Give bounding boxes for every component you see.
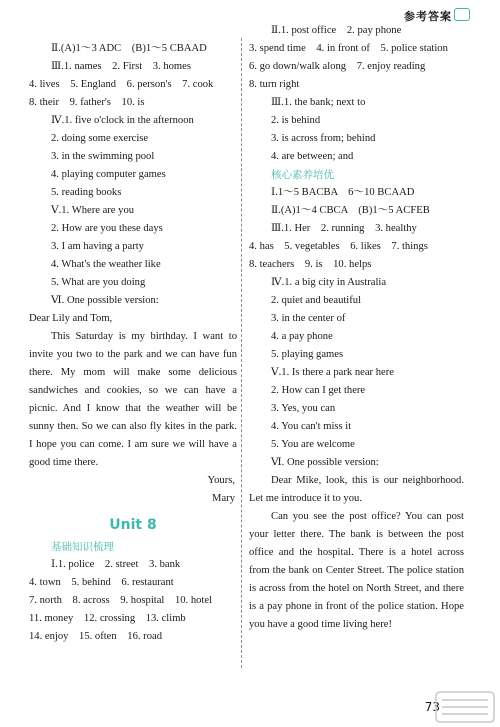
answer-line: Ⅵ. One possible version:	[51, 295, 159, 306]
answer-line: 5. reading books	[51, 187, 122, 198]
unit-title: Unit 8	[109, 517, 157, 533]
watermark-logo-icon	[434, 690, 496, 724]
answer-line: 4. has 5. vegetables 6. likes 7. things	[249, 241, 428, 252]
left-column	[29, 40, 237, 646]
answer-line: Ⅵ. One possible version:	[271, 457, 379, 468]
answer-line: 4. playing computer games	[51, 169, 166, 180]
answer-line: 2. How are you these days	[51, 223, 163, 234]
page-header-title: 参考答案	[404, 10, 452, 23]
answer-line: 14. enjoy 15. often 16. road	[29, 631, 162, 642]
answer-line: 2. How can I get there	[271, 385, 366, 396]
answer-line: 3. spend time 4. in front of 5. police station	[249, 43, 448, 54]
letter-closing: Yours,	[207, 475, 235, 486]
answer-line: 3. Yes, you can	[271, 403, 336, 414]
answer-line: 3. in the swimming pool	[51, 151, 155, 162]
answer-line: 4. What's the weather like	[51, 259, 161, 270]
answer-line: 4. town 5. behind 6. restaurant	[29, 577, 174, 588]
answer-line: 3. I am having a party	[51, 241, 144, 252]
letter-signature: Mary	[212, 493, 235, 504]
column-divider	[241, 38, 242, 668]
answer-line: Ⅴ.1. Is there a park near here	[271, 367, 394, 378]
right-column	[249, 22, 464, 634]
answer-line: Ⅱ.(A)1～4 CBCA (B)1～5 ACFEB	[271, 205, 430, 216]
answer-line: 2. doing some exercise	[51, 133, 149, 144]
answer-line: 2. is behind	[271, 115, 321, 126]
page-number: 73	[424, 700, 440, 714]
letter-body: This Saturday is my birthday. I want to invite you two to the park and we can have fun there. My mom will make some delicious sandwiches and cookies, so we can have a picnic. And I know that the weather will be sunny then. So we can also fly kites in the park. I hope you can come. I am sure we will have a good time there.	[29, 331, 237, 468]
letter-greeting: Dear Lily and Tom,	[29, 313, 113, 324]
answer-line: Ⅱ.(A)1～3 ADC (B)1～5 CBAAD	[51, 43, 207, 54]
answer-line: Ⅱ.1. post office 2. pay phone	[271, 25, 402, 36]
answer-line: Ⅲ.1. Her 2. running 3. healthy	[271, 223, 417, 234]
answer-line: Ⅴ.1. Where are you	[51, 205, 135, 216]
answer-line: 2. quiet and beautiful	[271, 295, 362, 306]
answer-line: 6. go down/walk along 7. enjoy reading	[249, 61, 426, 72]
answer-line: 8. turn right	[249, 79, 300, 90]
answer-line: Ⅰ.1～5 BACBA 6～10 BCAAD	[271, 187, 415, 198]
letter-greeting: Dear Mike, look, this is our neighborhood. Let me introduce it to you.	[249, 475, 464, 504]
answer-line: 4. a pay phone	[271, 331, 333, 342]
answer-line: Ⅰ.1. police 2. street 3. bank	[51, 559, 181, 570]
answer-line: 5. What are you doing	[51, 277, 146, 288]
letter-body: Can you see the post office? You can post your letter there. The bank is between the post office and the hospital. There is a hotel across from the bank on Center Street. The police station is across from the hotel on North Street, and there is a pay phone in front of the police station. Hope you have a good time living here!	[249, 511, 464, 630]
answer-line: Ⅳ.1. a big city in Australia	[271, 277, 387, 288]
header-decoration	[454, 8, 470, 21]
answer-line: 4. are between; and	[271, 151, 354, 162]
answer-line: 4. lives 5. England 6. person's 7. cook	[29, 79, 214, 90]
answer-line: 5. playing games	[271, 349, 344, 360]
answer-line: 3. is across from; behind	[271, 133, 376, 144]
answer-line: Ⅳ.1. five o'clock in the afternoon	[51, 115, 194, 126]
answer-line: 4. You can't miss it	[271, 421, 352, 432]
answer-line: Ⅲ.1. the bank; next to	[271, 97, 366, 108]
answer-line: 7. north 8. across 9. hospital 10. hotel	[29, 595, 213, 606]
answer-line: 11. money 12. crossing 13. climb	[29, 613, 186, 624]
answer-line: 5. You are welcome	[271, 439, 355, 450]
answer-line: 8. their 9. father's 10. is	[29, 97, 145, 108]
answer-line: Ⅲ.1. names 2. First 3. homes	[51, 61, 191, 72]
answer-line: 8. teachers 9. is 10. helps	[249, 259, 372, 270]
section-label-core: 核心素养培优	[271, 169, 334, 181]
section-label-basic: 基础知识梳理	[51, 541, 114, 553]
answer-line: 3. in the center of	[271, 313, 346, 324]
